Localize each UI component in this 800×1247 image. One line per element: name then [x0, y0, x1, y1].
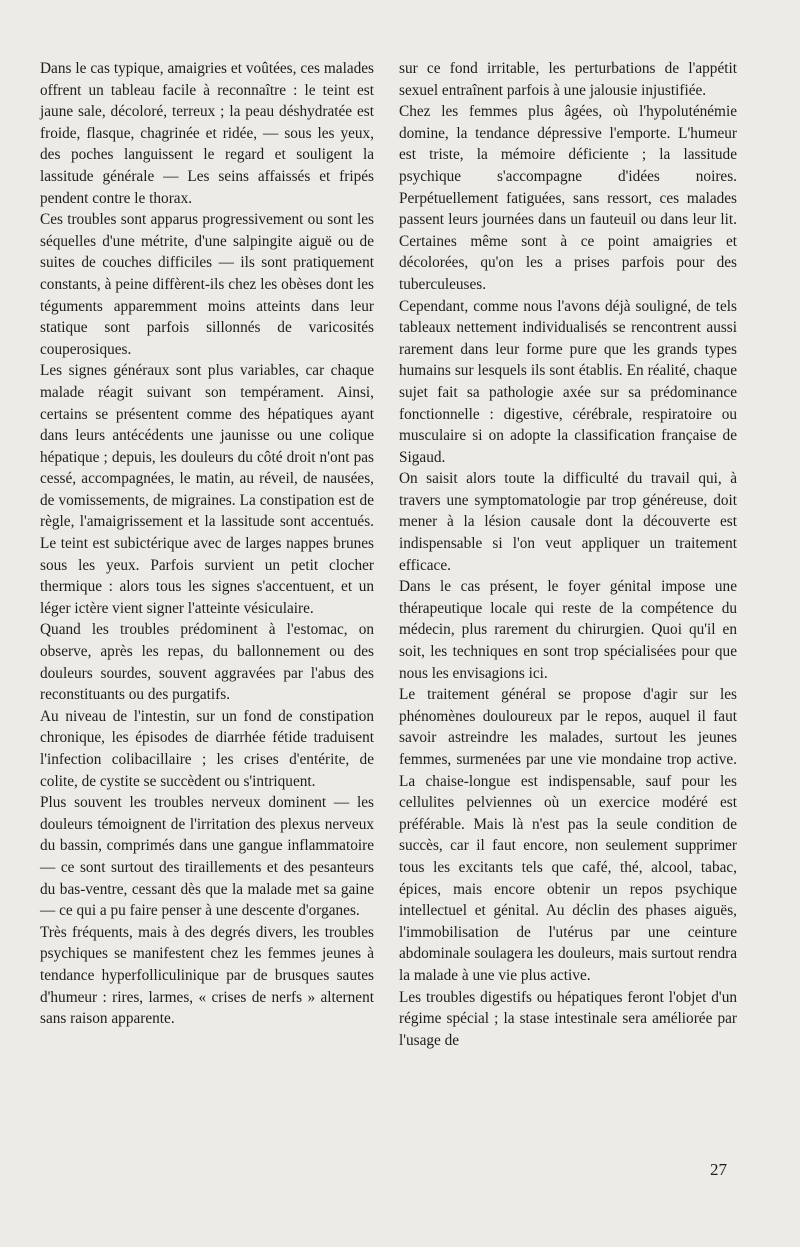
paragraph: Le traitement général se propose d'agir sur les phénomènes douloureux par le repos, auquel il faut savoir astreindre les malades, surtout les jeunes femmes, surmenées par une vie mondaine trop active. La chaise-longue est indispensable, sauf pour les cellulites pelviennes où un exercice modéré est préférable. Mais là n'est pas la seule condition de succès, car il faut encore, non seulement supprimer tous les excitants tels que café, thé, alcool, tabac, épices, mais encore obtenir un repos psychique intellectuel et génital. Au déclin des phases aiguës, l'immobilisation de l'utérus par une ceinture abdominale soulagera les douleurs, mais surtout rendra la malade à une vie plus active.	[399, 686, 737, 984]
page-number: 27	[710, 1160, 727, 1179]
paragraph: Cependant, comme nous l'avons déjà souligné, de tels tableaux nettement individualisés se rencontrent aussi rarement dans leur forme pure que les grands types humains sur lesquels ils sont établis. En réalité, chaque sujet fait sa pathologie axée sur sa prédominance fonctionnelle : digestive, cérébrale, respiratoire ou musculaire si on adopte la classification française de Sigaud.	[399, 297, 737, 466]
paragraph: Les troubles digestifs ou hépatiques feront l'objet d'un régime spécial ; la stase intestinale sera améliorée par l'usage de	[399, 988, 737, 1049]
paragraph: Dans le cas typique, amaigries et voûtées, ces malades offrent un tableau facile à reconnaître : le teint est jaune sale, décoloré, terreux ; la peau déshydratée est froide, flasque, chagrinée et ridée, — sous les yeux, des poches languissent le regard et souligent la lassitude générale — Les seins affaissés et fripés pendent contre le thorax.	[40, 60, 374, 207]
paragraph: sur ce fond irritable, les perturbations de l'appétit sexuel entraînent parfois à une jalousie injustifiée.	[399, 60, 737, 99]
paragraph: Très fréquents, mais à des degrés divers, les troubles psychiques se manifestent chez les femmes jeunes à tendance hyperfolliculinique par de brusques sautes d'humeur : rires, larmes, « crises de nerfs » alternent sans raison apparente.	[40, 923, 374, 1028]
paragraph: Ces troubles sont apparus progressivement ou sont les séquelles d'une métrite, d'une salpingite aiguë ou de suites de couches difficiles — ils sont pratiquement constants, à peine diffèrent-ils chez les obèses dont les téguments apparemment moins atteints dans leur statique sont parfois sillonnés de varicosités couperosiques.	[40, 211, 374, 358]
paragraph: On saisit alors toute la difficulté du travail qui, à travers une symptomatologie par trop généreuse, doit mener à la lésion causale dont la découverte est indispensable si l'on veut appliquer un traitement efficace.	[399, 470, 737, 574]
paragraph: Au niveau de l'intestin, sur un fond de constipation chronique, les épisodes de diarrhée fétide traduisent l'infection colibacillaire ; les crises d'entérite, de colite, de cystite se succèdent ou s'intriquent.	[40, 707, 374, 790]
paragraph: Les signes généraux sont plus variables, car chaque malade réagit suivant son tempérament. Ainsi, certains se présentent comme des hépatiques ayant dans leurs antécédents une jaunisse ou une colique hépatique ; depuis, les douleurs du côté droit n'ont pas cessé, accompagnées, le matin, au réveil, de nausées, de vomissements, de migraines. La constipation est de règle, l'amaigrissement et la lassitude sont accentués. Le teint est subictérique avec de larges nappes brunes sous les yeux. Parfois survient un petit clocher thermique : alors tous les signes s'accentuent, et un léger ictère vient signer l'atteinte vésiculaire.	[40, 362, 374, 617]
right-column	[399, 58, 737, 1051]
paragraph: Plus souvent les troubles nerveux dominent — les douleurs témoignent de l'irritation des plexus nerveux du bassin, comprimés dans une gangue inflammatoire — ce sont surtout des tiraillements et des pesanteurs du bas-ventre, cessant dès que la malade met sa gaine — ce qui a pu faire penser à une descente d'organes.	[40, 794, 374, 920]
left-column	[40, 58, 374, 1030]
paragraph: Quand les troubles prédominent à l'estomac, on observe, après les repas, du ballonnement ou des douleurs sourdes, souvent aggravées par l'abus des reconstituants ou des purgatifs.	[40, 621, 374, 704]
paragraph: Dans le cas présent, le foyer génital impose une thérapeutique locale qui reste de la compétence du médecin, plus rarement du chirurgien. Quoi qu'il en soit, les techniques en sont trop spécialisées pour que nous les envisagions ici.	[399, 578, 737, 682]
paragraph: Chez les femmes plus âgées, où l'hypoluténémie domine, la tendance dépressive l'emporte. L'humeur est triste, la mémoire déficiente ; la lassitude psychique s'accompagne d'idées noires. Perpétuellement fatiguées, sans ressort, ces malades passent leurs journées dans un fauteuil ou dans leur lit. Certaines même sont à ce point amaigries et décolorées, qu'on les a prises parfois pour des tuberculeuses.	[399, 103, 737, 293]
